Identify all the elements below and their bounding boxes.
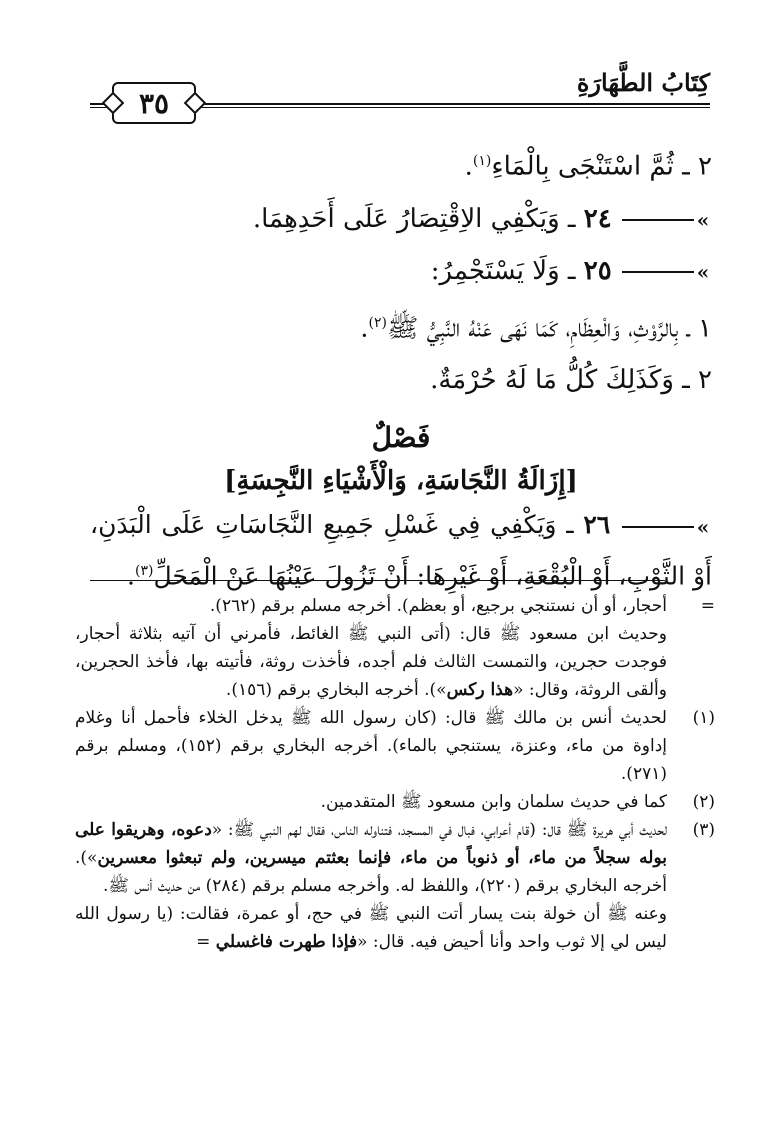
- item-text: ـ وَيَكْفِي الاِقْتِصَارُ عَلَى أَحَدِهِمَا.: [252, 203, 576, 234]
- page-number-text: ٣٥: [138, 86, 170, 120]
- footnotes: [75, 592, 715, 956]
- book-title: كِتَابُ الطَّهَارَةِ: [576, 68, 710, 97]
- footnote-text: كما في حديث سلمان وابن مسعود ﷺ المتقدمين.: [320, 792, 667, 812]
- page-header: [90, 68, 710, 120]
- footnote-ref: (٣): [134, 563, 154, 580]
- footnote-ref: (١): [472, 153, 492, 169]
- item-26: » ٢٦ ـ وَيَكْفِي فِي غَسْلِ جَمِيعِ النَّجَاسَاتِ عَلَى الْبَدَنِ، أَوْ الثَّوْبِ، أَوْ الْبُقْعَةِ، أَوْ غَيْرِهَا: أَنْ تَزُولَ عَيْنُهَا عَنْ الْمَحَلِّ$^{(٣)}$.: [90, 510, 712, 591]
- item-number: ٢٥: [583, 255, 612, 286]
- line-sub1-rawth: ١ ـ بِالرَّوْثِ، وَالْعِظَامِ، كَمَا نَهَى عَنْهُ النَّبِيُّ ﷺ$^{(٢)}$.: [360, 313, 712, 344]
- footnote-2: [75, 788, 715, 816]
- item-text: ـ وَيَكْفِي فِي غَسْلِ جَمِيعِ النَّجَاسَاتِ عَلَى الْبَدَنِ، أَوْ الثَّوْبِ، أَوْ الْبُقْعَةِ، أَوْ غَيْرِهَا: أَنْ تَزُولَ عَيْنُهَا عَنْ الْمَحَلِّ: [90, 510, 712, 591]
- footnote-ref: (٢): [368, 314, 387, 331]
- line-sub2-hurma: ٢ ـ وَكَذَلِكَ كُلُّ مَا لَهُ حُرْمَةٌ.: [430, 365, 712, 396]
- item-24: [90, 193, 712, 245]
- item-marker-icon: »: [622, 518, 712, 536]
- footnote-text: لحديث أنس بن مالك ﷺ قال: (كان رسول الله ﷺ يدخل الخلاء فأحمل أنا وغلام إداوة من ماء، وعنزة، يستنجي بالماء). أخرجه البخاري برقم (١٥٢)، ومسلم برقم (٢٧١).: [75, 708, 668, 784]
- footnote-divider: [90, 580, 665, 581]
- footnote-continued: = أحجار، أو أن نستنجي برجيع، أو بعظم). أخرجه مسلم برقم (٢٦٢). وحديث ابن مسعود ﷺ قال: (أتى النبي ﷺ الغائط، فأمرني أن آتيه بثلاثة أحجار، فوجدت حجرين، والتمست الثالث فلم أجده، فأخذت روثة، فأتيته بها، فأخذ الحجرين، وألقى الروثة، وقال: «هذا ركس»). أخرجه البخاري برقم (١٥٦).: [75, 592, 715, 704]
- item-marker-icon: »: [622, 263, 712, 281]
- footnote-number: (١): [692, 708, 715, 728]
- section-subtitle: [إِزَالَةُ النَّجَاسَةِ، وَالْأَشْيَاءِ النَّجِسَةِ]: [224, 466, 578, 497]
- item-number: ٢٦: [583, 510, 611, 540]
- footnote-1: [75, 704, 715, 788]
- line-sub2-istinja: ٢ ـ ثُمَّ اسْتَنْجَى بِالْمَاءِ$^{(١)}$.: [464, 151, 712, 182]
- footnote-number: (٢): [692, 792, 715, 812]
- item-marker-icon: »: [622, 211, 712, 229]
- section-title: فَصْلٌ: [371, 421, 431, 455]
- continuation-marker: =: [700, 596, 715, 616]
- main-text: [90, 135, 712, 600]
- item-25: [90, 245, 712, 297]
- footnote-3: (٣) لحديث أبي هريرة ﷺ قال: (قام أعرابي، فبال في المسجد، فتناوله الناس، فقال لهم النبي ﷺ: «دعوه، وهريقوا على بوله سجلاً من ماء، أو ذنوباً من ماء، فإنما بعثتم ميسرين، ولم تبعثوا معسرين»). أخرجه البخاري برقم (٢٢٠)، واللفظ له. وأخرجه مسلم برقم (٢٨٤) من حديث أنس ﷺ. وعنه ﷺ أن خولة بنت يسار أتت النبي ﷺ في حج، أو عمرة، فقالت: (يا رسول الله ليس لي إلا ثوب واحد وأنا أحيض فيه. قال: «فإذا طهرت فاغسلي =: [75, 816, 715, 956]
- item-number: ٢٤: [583, 203, 612, 234]
- page-number: [112, 82, 196, 124]
- item-text: ـ وَلَا يَسْتَجْمِرُ:: [430, 255, 576, 286]
- footnote-number: (٣): [692, 820, 715, 840]
